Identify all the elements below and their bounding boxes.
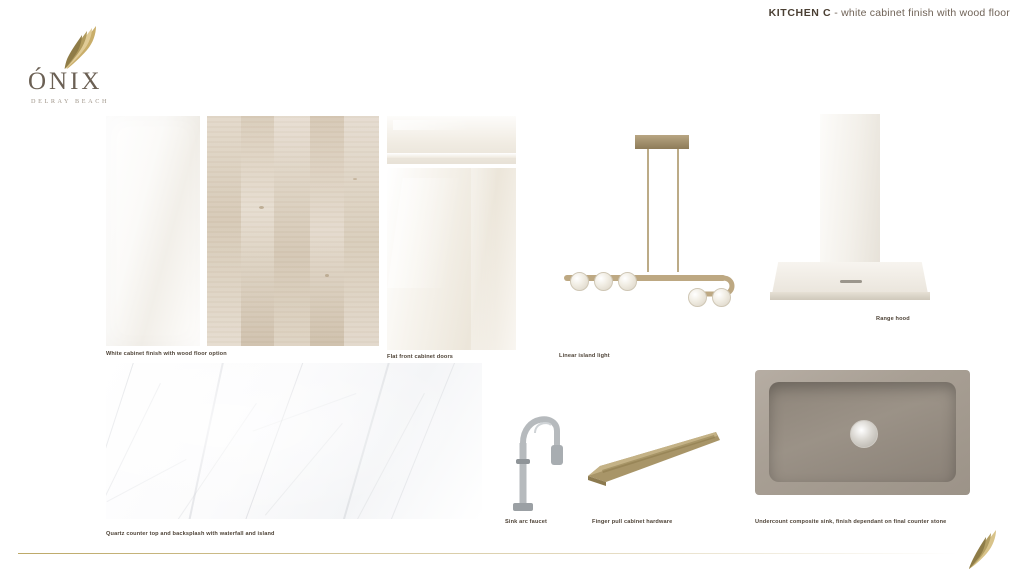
caption-flat-front-doors: Flat front cabinet doors (387, 354, 454, 360)
light-canopy (635, 135, 689, 149)
kitchen-label: KITCHEN C (768, 7, 832, 19)
brand-logo (18, 16, 128, 105)
range-hood-image (772, 114, 942, 304)
wood-floor-swatch (207, 116, 379, 346)
hood-chimney (820, 114, 880, 262)
cabinet-door-lower (387, 168, 516, 350)
title-description: white cabinet finish with wood floor (841, 7, 1010, 19)
sink-drain (850, 420, 878, 448)
faucet-image (505, 395, 575, 513)
caption-quartz-counter: Quartz counter top and backsplash with waterfall and island (106, 531, 275, 537)
arc-faucet-icon (505, 395, 575, 513)
island-light-image (545, 130, 755, 310)
page-title (769, 7, 1010, 19)
cabinet-doors-swatch (387, 116, 516, 350)
hood-canopy (772, 262, 928, 294)
cabinet-door-upper (387, 116, 516, 164)
logo-subtitle: DELRAY BEACH (31, 98, 110, 105)
hood-lip (770, 292, 930, 300)
footer-feather-icon (962, 528, 1002, 570)
caption-white-cabinet-finish: White cabinet finish with wood floor option (106, 351, 227, 357)
cabinet-finish-swatch (106, 116, 200, 346)
caption-range-hood: Range hood (876, 316, 910, 322)
hood-control-slot (840, 280, 862, 283)
caption-finger-pull: Finger pull cabinet hardware (592, 519, 673, 525)
caption-sink-faucet: Sink arc faucet (505, 519, 548, 525)
finger-pull-icon (586, 430, 721, 492)
feather-icon (56, 24, 104, 70)
title-separator: - (831, 7, 842, 19)
footer-divider (18, 553, 958, 554)
composite-sink-image (755, 370, 970, 495)
caption-island-light: Linear island light (559, 353, 610, 359)
finger-pull-image (586, 430, 721, 492)
logo-wordmark: ÓNIX (28, 68, 103, 95)
quartz-counter-swatch (106, 363, 482, 519)
caption-composite-sink: Undercount composite sink, finish dependant on final counter stone (755, 519, 947, 525)
